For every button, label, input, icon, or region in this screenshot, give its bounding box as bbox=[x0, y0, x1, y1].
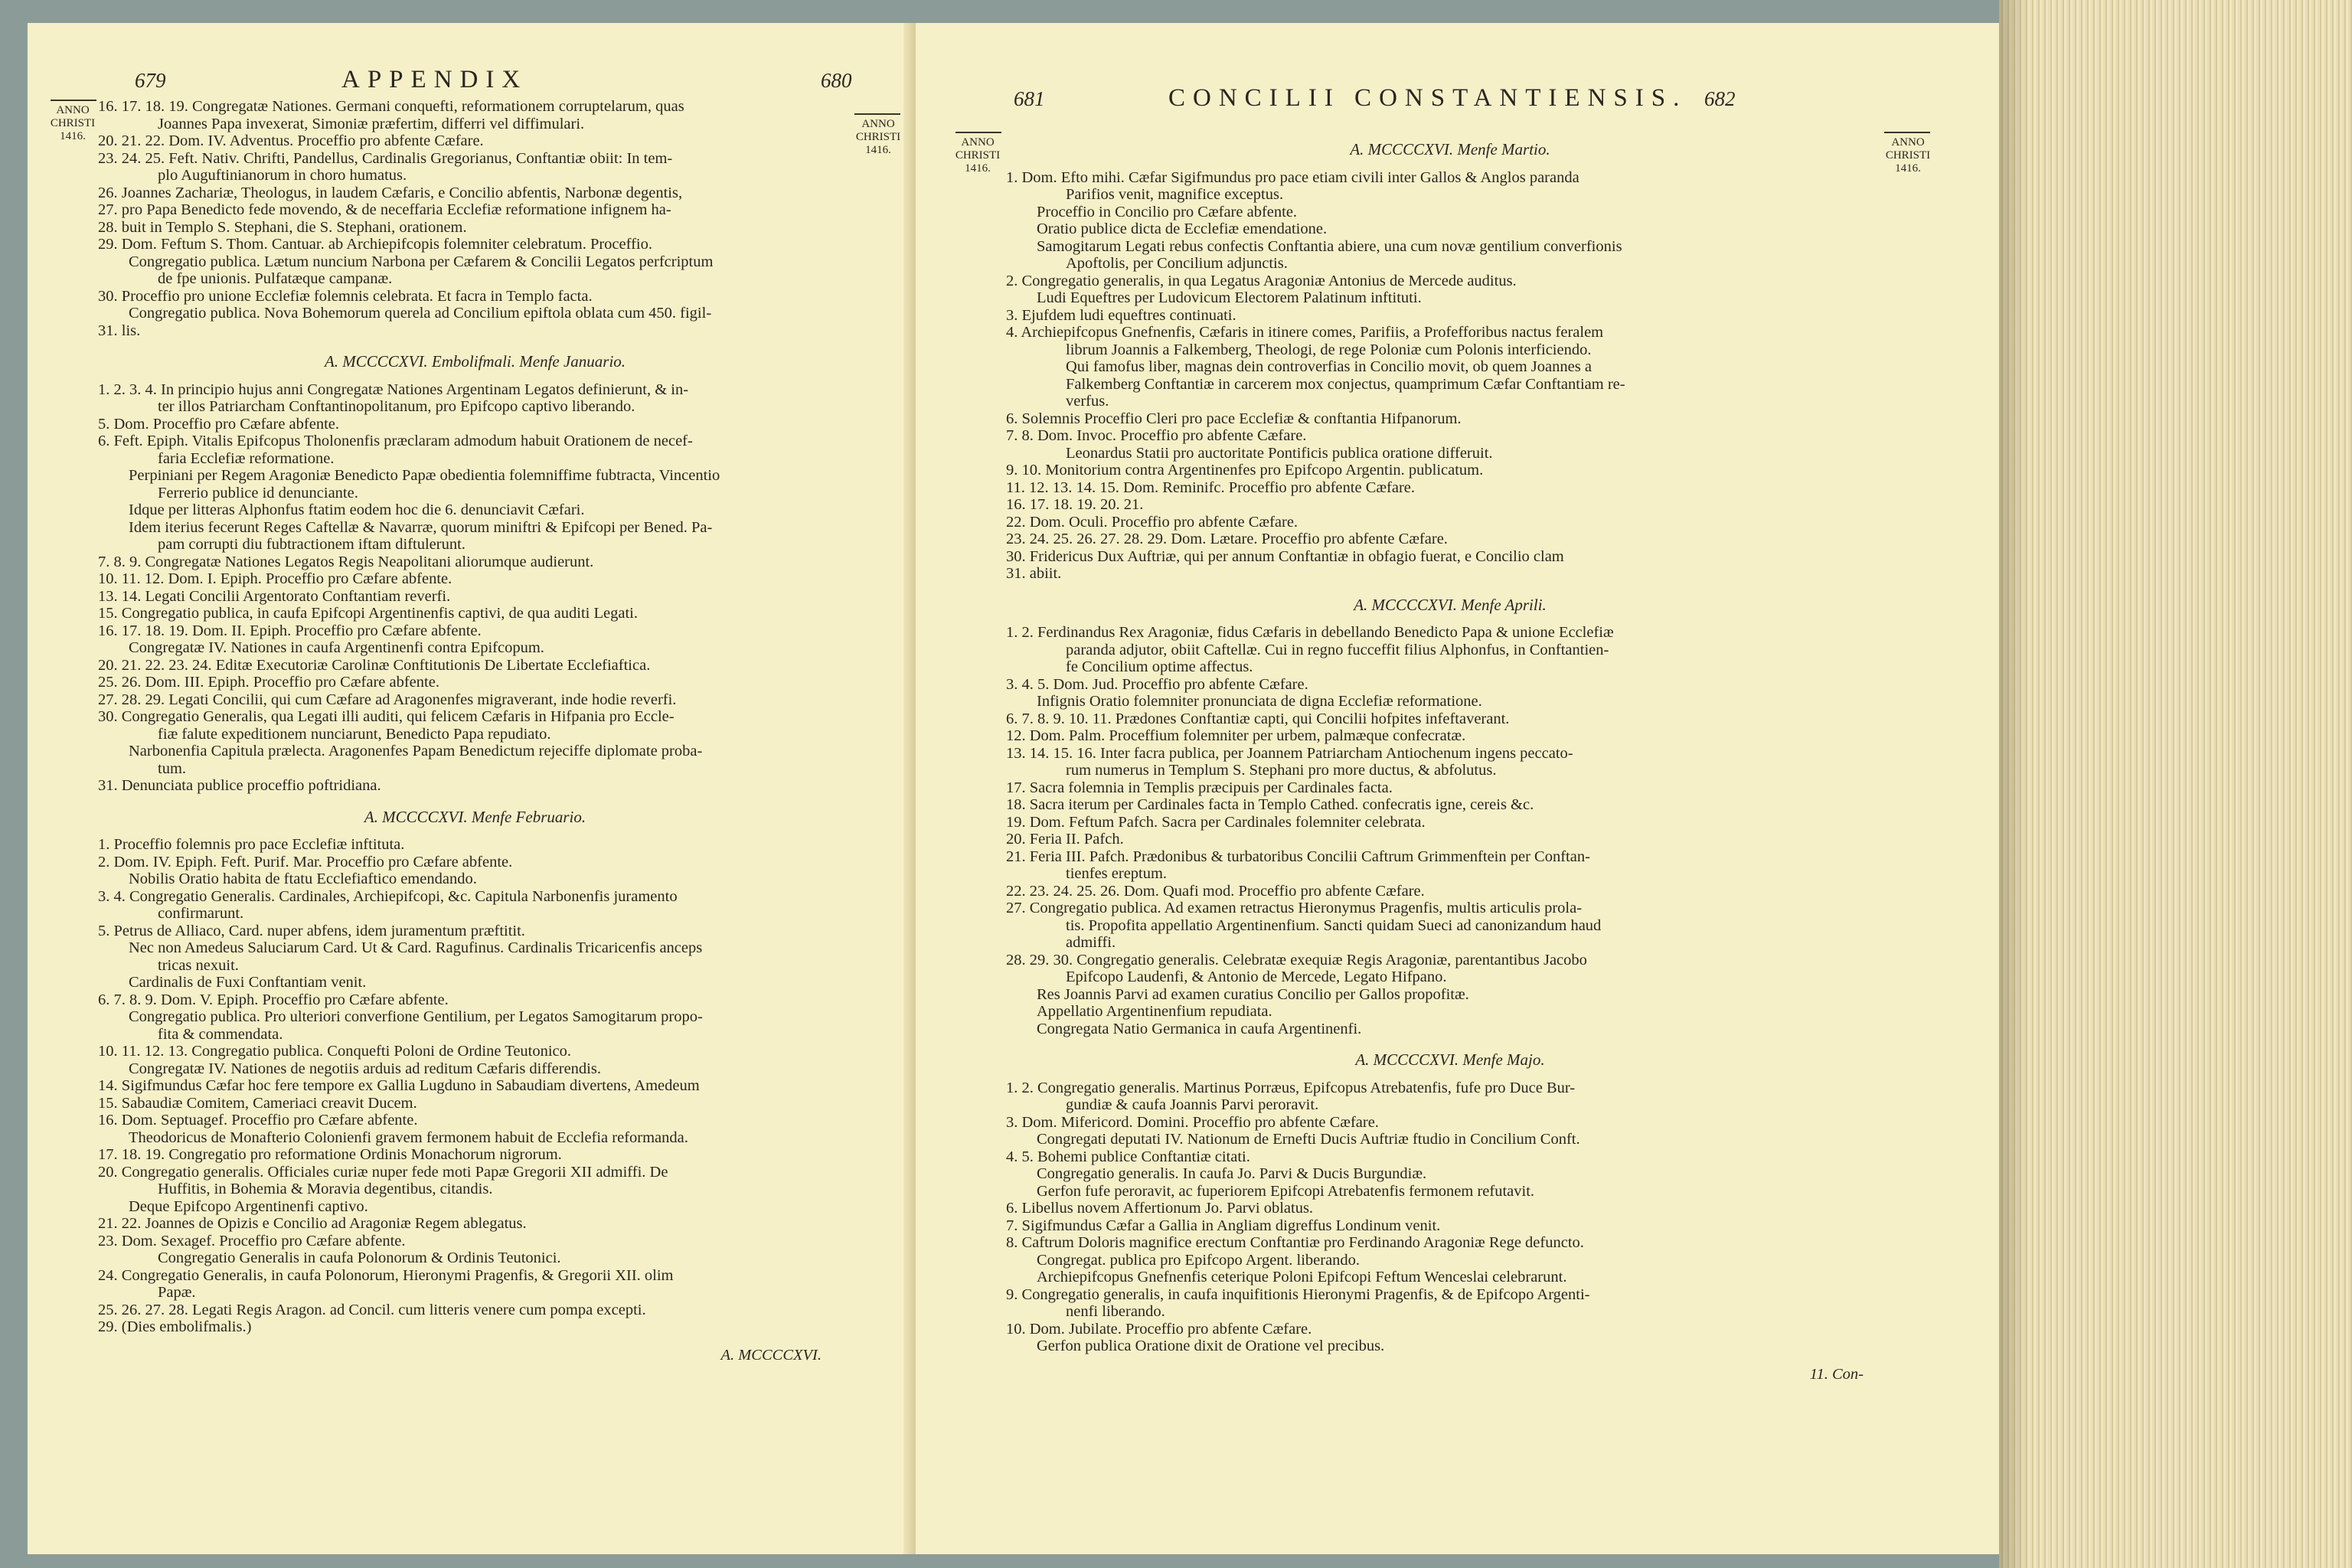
text-line: 20. 21. 22. 23. 24. Editæ Executoriæ Carolinæ Conftitutionis De Libertate Ecclefiaftica. bbox=[98, 656, 651, 674]
text-line: Proceffio in Concilio pro Cæfare abfente. bbox=[1037, 203, 1298, 220]
text-line: Cardinalis de Fuxi Conftantiam venit. bbox=[129, 974, 367, 991]
text-line: 1. Proceffio folemnis pro pace Ecclefiæ inftituta. bbox=[98, 836, 405, 853]
text-line: 21. Feria III. Pafch. Prædonibus & turbatoribus Concilii Caftrum Grimmenftein per Conftan- bbox=[1006, 848, 1590, 865]
text-line: ter illos Patriarcham Conftantinopolitanum, pro Epifcopo captivo liberando. bbox=[158, 398, 635, 415]
left-anno-margin-a: ANNO CHRISTI 1416. bbox=[50, 104, 96, 142]
text-line: 10. Dom. Jubilate. Proceffio pro abfente Cæfare. bbox=[1006, 1320, 1312, 1338]
text-line: 11. 12. 13. 14. 15. Dom. Reminifc. Proceffio pro abfente Cæfare. bbox=[1006, 479, 1416, 496]
text-line: 7. Sigifmundus Cæfar a Gallia in Angliam digreffus Londinum venit. bbox=[1006, 1217, 1441, 1234]
text-line: Samogitarum Legati rebus confectis Conftantia abiere, una cum novæ gentilium converfionis bbox=[1037, 237, 1622, 255]
text-line: Congregat. publica pro Epifcopo Argent. liberando. bbox=[1037, 1251, 1361, 1269]
text-line: 9. 10. Monitorium contra Argentinenfes pro Epifcopo Argentin. publicatum. bbox=[1006, 462, 1484, 479]
text-line: 31. abiit. bbox=[1006, 565, 1062, 582]
section-heading: A. MCCCCXVI. Menfe Februario. bbox=[364, 807, 586, 826]
left-running-head: APPENDIX bbox=[341, 66, 528, 93]
text-line: tum. bbox=[158, 760, 187, 777]
right-running-head: CONCILII CONSTANTIENSIS. bbox=[1168, 84, 1687, 112]
text-line: Papæ. bbox=[158, 1284, 196, 1301]
text-line: gundiæ & caufa Joannis Parvi peroravit. bbox=[1066, 1096, 1319, 1113]
text-line: 2. Congregatio generalis, in qua Legatus Aragoniæ Antonius de Mercede auditus. bbox=[1006, 272, 1517, 289]
text-line: 3. Ejufdem ludi equeftres continuati. bbox=[1006, 306, 1236, 324]
right-anno-rule-a bbox=[956, 132, 1001, 133]
text-line: 1. 2. Ferdinandus Rex Aragoniæ, fidus Cæfaris in debellando Benedicto Papa & unione Ecclefiæ bbox=[1006, 624, 1614, 641]
text-line: 9. Congregatio generalis, in caufa inquifitionis Hieronymi Pragenfis, & de Epifcopo Argenti- bbox=[1006, 1285, 1590, 1303]
text-line: 3. 4. 5. Dom. Jud. Proceffio pro abfente Cæfare. bbox=[1006, 675, 1308, 693]
left-anno-rule-b bbox=[854, 113, 900, 115]
text-line: 16. 17. 18. 19. Dom. II. Epiph. Proceffio pro Cæfare abfente. bbox=[98, 622, 482, 639]
text-line: Joannes Papa invexerat, Simoniæ præfertim, differri vel diffimulari. bbox=[158, 115, 585, 132]
text-line: 22. 23. 24. 25. 26. Dom. Quafi mod. Proceffio pro abfente Cæfare. bbox=[1006, 882, 1425, 900]
text-line: 5. Dom. Proceffio pro Cæfare abfente. bbox=[98, 415, 339, 433]
text-line: Narbonenfia Capitula prælecta. Aragonenfes Papam Benedictum rejeciffe diplomate proba- bbox=[129, 743, 703, 760]
text-line: paranda adjutor, obiit Caftellæ. Cui in regno fucceffit filius Alphonfus, in Conftantien- bbox=[1066, 641, 1609, 658]
text-line: Nec non Amedeus Saluciarum Card. Ut & Card. Ragufinus. Cardinalis Tricaricenfis anceps bbox=[129, 939, 703, 956]
left-page bbox=[28, 23, 908, 1554]
section-heading: A. MCCCCXVI. Menfe Martio. bbox=[1350, 140, 1550, 158]
text-line: 27. pro Papa Benedicto fede movendo, & de neceffaria Ecclefiæ reformatione infignem ha- bbox=[98, 201, 671, 218]
text-line: 27. 28. 29. Legati Concilii, qui cum Cæfare ad Aragonenfes migraverant, inde hodie reverfi. bbox=[98, 691, 677, 708]
text-line: 29. Dom. Feftum S. Thom. Cantuar. ab Archiepifcopis folemniter celebratum. Proceffio. bbox=[98, 236, 652, 253]
text-line: Deque Epifcopo Argentinenfi captivo. bbox=[129, 1197, 368, 1215]
text-line: 31. Denunciata publice proceffio poftridiana. bbox=[98, 777, 381, 794]
text-line: 21. 22. Joannes de Opizis e Concilio ad Aragoniæ Regem ablegatus. bbox=[98, 1215, 527, 1232]
page-edges bbox=[1999, 0, 2352, 1568]
text-line: 1. 2. Congregatio generalis. Martinus Porræus, Epifcopus Atrebatenfis, fufe pro Duce Bur- bbox=[1006, 1079, 1576, 1096]
text-line: Oratio publice dicta de Ecclefiæ emendatione. bbox=[1037, 220, 1328, 237]
text-line: 27. Congregatio publica. Ad examen retractus Hieronymus Pragenfis, multis articulis prola- bbox=[1006, 900, 1583, 916]
text-line: 30. Proceffio pro unione Ecclefiæ folemnis celebrata. Et facra in Templo facta. bbox=[98, 287, 593, 305]
text-line: 16. Dom. Septuagef. Proceffio pro Cæfare abfente. bbox=[98, 1112, 418, 1129]
text-line: Congregati deputati IV. Nationum de Ernefti Ducis Auftriæ ftudio in Concilium Conft. bbox=[1037, 1131, 1580, 1148]
text-line: 17. Sacra folemnia in Templis præcipuis per Cardinales facta. bbox=[1006, 779, 1393, 796]
text-line: 31. lis. bbox=[98, 322, 141, 339]
text-line: 4. Archiepifcopus Gnefnenfis, Cæfaris in itinere comes, Parifiis, a Profefforibus nactus feralem bbox=[1006, 324, 1604, 341]
text-line: Gerfon fufe peroravit, ac fuperiorem Epifcopi Atrebatenfis fermonem refutavit. bbox=[1037, 1182, 1535, 1200]
text-line: 28. buit in Templo S. Stephani, die S. Stephani, orationem. bbox=[98, 218, 467, 236]
text-line: 12. Dom. Palm. Proceffium folemniter per urbem, palmæque confecratæ. bbox=[1006, 727, 1466, 744]
text-line: de fpe unionis. Pulfatæque campanæ. bbox=[158, 270, 393, 287]
text-line: 17. 18. 19. Congregatio pro reformatione Ordinis Monachorum nigrorum. bbox=[98, 1146, 562, 1163]
text-line: 14. Sigifmundus Cæfar hoc fere tempore ex Gallia Lugduno in Sabaudiam divertens, Amedeum bbox=[98, 1077, 700, 1094]
text-line: 15. Sabaudiæ Comitem, Cameriaci creavit Ducem. bbox=[98, 1094, 417, 1112]
right-anno-margin-b: ANNO CHRISTI 1416. bbox=[1885, 136, 1931, 175]
text-line: Congregatio publica. Nova Bohemorum querela ad Concilium epiftola oblata cum 450. figil- bbox=[129, 305, 712, 322]
text-line: rum numerus in Templum S. Stephani pro more ductus, & abfolutus. bbox=[1066, 762, 1497, 779]
text-line: 25. 26. 27. 28. Legati Regis Aragon. ad Concil. cum litteris venere cum pompa excepti. bbox=[98, 1301, 646, 1318]
text-line: 6. 7. 8. 9. 10. 11. Prædones Conftantiæ capti, qui Concilii hofpites infeftaverant. bbox=[1006, 710, 1510, 727]
text-line: 20. Feria II. Pafch. bbox=[1006, 831, 1124, 848]
text-line: 4. 5. Bohemi publice Conftantiæ citati. bbox=[1006, 1148, 1250, 1165]
text-line: Infignis Oratio folemniter pronunciata de digna Ecclefiæ reformatione. bbox=[1037, 693, 1482, 710]
right-page bbox=[916, 23, 1999, 1554]
text-line: Congregatio publica. Pro ulteriori converfione Gentilium, per Legatos Samogitarum propo- bbox=[129, 1008, 703, 1025]
text-line: Idem iterius fecerunt Reges Caftellæ & Navarræ, quorum miniftri & Epifcopi per Bened. Pa- bbox=[129, 518, 713, 536]
text-line: 20. Congregatio generalis. Officiales curiæ nuper fede moti Papæ Gregorii XII admiffi. De bbox=[98, 1163, 668, 1181]
text-line: 15. Congregatio publica, in caufa Epifcopi Argentinenfis captivi, de qua auditi Legati. bbox=[98, 605, 638, 622]
section-heading: A. MCCCCXVI. Menfe Majo. bbox=[1355, 1050, 1545, 1069]
left-page-number-a: 679 bbox=[135, 69, 166, 92]
text-line: 5. Petrus de Alliaco, Card. nuper abfens, idem juramentum præftitit. bbox=[98, 922, 525, 939]
text-line: Perpiniani per Regem Aragoniæ Benedicto Papæ obedientia folemniffime fubtracta, Vincentio bbox=[129, 467, 720, 484]
text-line: 10. 11. 12. 13. Congregatio publica. Conquefti Poloni de Ordine Teutonico. bbox=[98, 1043, 572, 1060]
left-anno-margin-b: ANNO CHRISTI 1416. bbox=[855, 118, 901, 156]
text-line: 16. 17. 18. 19. 20. 21. bbox=[1006, 496, 1144, 513]
text-line: 23. 24. 25. 26. 27. 28. 29. Dom. Lætare. Proceffio pro abfente Cæfare. bbox=[1006, 531, 1448, 547]
text-line: Qui famofus liber, magnas dein controverfias in Concilio movit, ob quem Joannes a bbox=[1066, 358, 1592, 375]
left-text-column bbox=[98, 98, 852, 1364]
text-line: faria Ecclefiæ reformatione. bbox=[158, 449, 335, 467]
text-line: Congregatio generalis. In caufa Jo. Parvi & Ducis Burgundiæ. bbox=[1037, 1165, 1427, 1182]
text-line: pam corrupti diu fubtractionem iftam diftulerunt. bbox=[158, 536, 466, 553]
section-heading: A. MCCCCXVI. Menfe Aprili. bbox=[1354, 595, 1547, 614]
text-line: librum Joannis a Falkemberg, Theologi, de rege Poloniæ cum Polonis interficiendo. bbox=[1066, 341, 1592, 358]
text-line: Parifios venit, magnifice exceptus. bbox=[1066, 186, 1284, 203]
text-line: 23. Dom. Sexagef. Proceffio pro Cæfare abfente. bbox=[98, 1232, 406, 1250]
text-line: verfus. bbox=[1066, 393, 1109, 410]
right-anno-margin-a: ANNO CHRISTI 1416. bbox=[955, 136, 1001, 175]
text-line: Falkemberg Conftantiæ in carcerem mox conjectus, quamprimum Cæfar Conftantiam re- bbox=[1066, 375, 1625, 393]
text-line: Appellatio Argentinenfium repudiata. bbox=[1037, 1003, 1272, 1020]
right-text-column bbox=[1006, 127, 1894, 1383]
text-line: 7. 8. Dom. Invoc. Proceffio pro abfente Cæfare. bbox=[1006, 427, 1307, 444]
text-line: Congregata Natio Germanica in caufa Argentinenfi. bbox=[1037, 1020, 1362, 1037]
text-line: 16. 17. 18. 19. Congregatæ Nationes. Germani conquefti, reformationem corruptelarum, quas bbox=[98, 98, 684, 115]
text-line: 10. 11. 12. Dom. I. Epiph. Proceffio pro Cæfare abfente. bbox=[98, 570, 452, 587]
text-line: 6. Solemnis Proceffio Cleri pro pace Ecclefiæ & conftantia Hifpanorum. bbox=[1006, 410, 1462, 427]
text-line: Ferrerio publice id denunciante. bbox=[158, 484, 358, 501]
text-line: 13. 14. 15. 16. Inter facra publica, per Joannem Patriarcham Antiochenum ingens peccato- bbox=[1006, 744, 1573, 762]
text-line: Theodoricus de Monafterio Colonienfi gravem fermonem habuit de Ecclefia reformanda. bbox=[129, 1129, 688, 1146]
text-line: Congregatio Generalis in caufa Polonorum & Ordinis Teutonici. bbox=[158, 1250, 561, 1266]
text-line: fiæ falute expeditionem nunciarunt, Benedicto Papa repudiato. bbox=[158, 725, 551, 743]
text-line: 6. Libellus novem Affertionum Jo. Parvi oblatus. bbox=[1006, 1200, 1314, 1217]
text-line: Congregatæ IV. Nationes in caufa Argentinenfi contra Epifcopum. bbox=[129, 639, 544, 656]
text-line: 30. Fridericus Dux Auftriæ, qui per annum Conftantiæ in obfagio fuerat, e Concilio clam bbox=[1006, 547, 1564, 565]
text-line: 26. Joannes Zachariæ, Theologus, in laudem Cæfaris, e Concilio abfentis, Narbonæ degentis, bbox=[98, 184, 683, 201]
text-line: 20. 21. 22. Dom. IV. Adventus. Proceffio pro abfente Cæfare. bbox=[98, 132, 484, 149]
text-line: Ludi Equeftres per Ludovicum Electorem Palatinum inftituti. bbox=[1037, 289, 1422, 306]
text-line: Leonardus Statii pro auctoritate Pontificis publica oratione differuit. bbox=[1066, 444, 1493, 462]
section-heading: A. MCCCCXVI. Embolifmali. Menfe Januario. bbox=[324, 352, 626, 371]
text-line: confirmarunt. bbox=[158, 905, 244, 922]
text-line: 2. Dom. IV. Epiph. Feft. Purif. Mar. Proceffio pro Cæfare abfente. bbox=[98, 853, 513, 871]
text-line: 29. (Dies embolifmalis.) bbox=[98, 1318, 252, 1335]
text-line: admiffi. bbox=[1066, 934, 1116, 951]
left-anno-rule-a bbox=[51, 100, 96, 101]
right-page-number-a: 681 bbox=[1014, 87, 1045, 110]
text-line: 25. 26. Dom. III. Epiph. Proceffio pro Cæfare abfente. bbox=[98, 674, 439, 691]
text-line: Res Joannis Parvi ad examen curatius Concilio per Gallos propofitæ. bbox=[1037, 985, 1469, 1003]
page-edges-shadow bbox=[1999, 0, 2030, 1568]
text-line: Huffitis, in Bohemia & Moravia degentibus, citandis. bbox=[158, 1181, 493, 1197]
text-line: fe Concilium optime affectus. bbox=[1066, 658, 1253, 675]
text-line: 13. 14. Legati Concilii Argentorato Conftantiam reverfi. bbox=[98, 587, 451, 605]
text-line: 22. Dom. Oculi. Proceffio pro abfente Cæfare. bbox=[1006, 513, 1298, 531]
text-line: plo Auguftinianorum in choro humatus. bbox=[158, 167, 407, 184]
text-line: tis. Propofita appellatio Argentinenfium. Sancti quidam Sueci ad canonizandum haud bbox=[1066, 916, 1602, 934]
text-line: Congregatio publica. Lætum nuncium Narbona per Cæfarem & Concilii Legatos perfcriptum bbox=[129, 253, 714, 270]
text-line: 28. 29. 30. Congregatio generalis. Celebratæ exequiæ Regis Aragoniæ, parentantibus Jacobo bbox=[1006, 951, 1587, 969]
text-line: Apoftolis, per Concilium adjunctis. bbox=[1066, 255, 1288, 272]
text-line: 3. Dom. Mifericord. Domini. Proceffio pro abfente Cæfare. bbox=[1006, 1113, 1379, 1131]
text-line: 6. Feft. Epiph. Vitalis Epifcopus Tholonenfis præclaram admodum habuit Orationem de necef- bbox=[98, 433, 693, 449]
catchword: 11. Con- bbox=[1809, 1365, 1864, 1383]
text-line: 18. Sacra iterum per Cardinales facta in Templo Cathed. confecratis igne, cereis &c. bbox=[1006, 796, 1534, 813]
text-line: 8. Caftrum Doloris magnifice erectum Conftantiæ pro Ferdinando Aragoniæ Rege defuncto. bbox=[1006, 1234, 1584, 1251]
text-line: Epifcopo Laudenfi, & Antonio de Mercede, Legato Hifpano. bbox=[1066, 969, 1447, 985]
text-line: 6. 7. 8. 9. Dom. V. Epiph. Proceffio pro Cæfare abfente. bbox=[98, 991, 449, 1008]
text-line: 1. 2. 3. 4. In principio hujus anni Congregatæ Nationes Argentinam Legatos definierunt, & in- bbox=[98, 381, 689, 398]
left-page-number-b: 680 bbox=[821, 69, 852, 92]
text-line: tienfes ereptum. bbox=[1066, 865, 1168, 882]
text-line: Nobilis Oratio habita de ftatu Ecclefiaftico emendando. bbox=[129, 871, 477, 887]
text-line: 19. Dom. Feftum Pafch. Sacra per Cardinales folemniter celebrata. bbox=[1006, 813, 1426, 831]
text-line: Congregatæ IV. Nationes de negotiis arduis ad reditum Cæfaris differendis. bbox=[129, 1060, 601, 1077]
text-line: Gerfon publica Oratione dixit de Oratione vel precibus. bbox=[1037, 1338, 1385, 1354]
text-line: 30. Congregatio Generalis, qua Legati illi auditi, qui felicem Cæfaris in Hifpania pro Eccle- bbox=[98, 708, 675, 725]
text-line: nenfi liberando. bbox=[1066, 1303, 1165, 1320]
right-page-number-b: 682 bbox=[1704, 87, 1736, 110]
catchword: A. MCCCCXVI. bbox=[720, 1346, 822, 1364]
text-line: fita & commendata. bbox=[158, 1025, 283, 1043]
text-line: tricas nexuit. bbox=[158, 956, 239, 974]
text-line: 3. 4. Congregatio Generalis. Cardinales, Archiepifcopi, &c. Capitula Narbonenfis juramento bbox=[98, 887, 678, 905]
text-line: 1. Dom. Efto mihi. Cæfar Sigifmundus pro pace etiam civili inter Gallos & Anglos paranda bbox=[1006, 168, 1579, 186]
text-line: Idque per litteras Alphonfus ftatim eodem hoc die 6. denunciavit Cæfari. bbox=[129, 501, 585, 518]
text-line: Archiepifcopus Gnefnenfis ceterique Poloni Epifcopi Feftum Wenceslai celebrarunt. bbox=[1037, 1269, 1567, 1285]
text-line: 23. 24. 25. Feft. Nativ. Chrifti, Pandellus, Cardinalis Gregorianus, Conftantiæ obiit: In tem- bbox=[98, 149, 673, 167]
text-line: 24. Congregatio Generalis, in caufa Polonorum, Hieronymi Pragenfis, & Gregorii XII. olim bbox=[98, 1266, 674, 1284]
text-line: 7. 8. 9. Congregatæ Nationes Legatos Regis Neapolitani aliorumque audierunt. bbox=[98, 553, 594, 570]
